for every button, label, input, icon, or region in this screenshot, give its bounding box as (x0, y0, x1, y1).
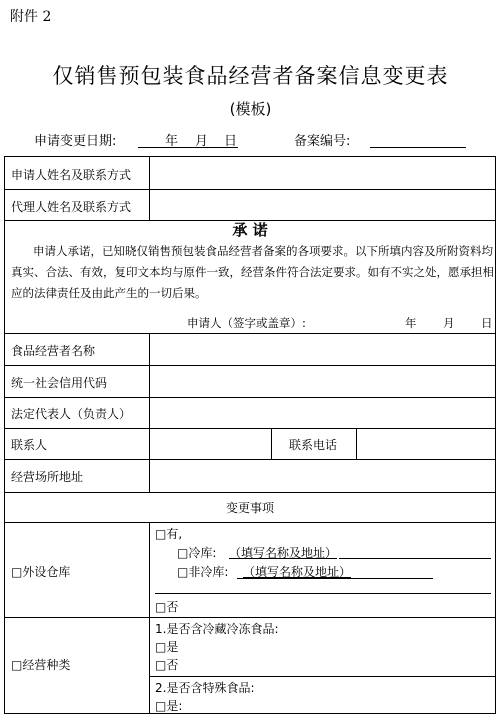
legal-rep-field[interactable] (151, 399, 495, 427)
legal-rep-label: 法定代表人（负责人） (11, 407, 132, 421)
annex-label: 附件 2 (10, 9, 52, 25)
address-label: 经营场所地址 (11, 470, 84, 484)
cold-food-question: 1.是否含冷藏冷冻食品: (155, 622, 279, 636)
record-no-label: 备案编号: (294, 134, 351, 149)
signature-month: 月 (443, 316, 455, 330)
phone-field[interactable] (358, 430, 495, 458)
change-date-line[interactable] (138, 147, 238, 148)
operator-name-label: 食品经营者名称 (11, 344, 96, 358)
promise-heading: 承 诺 (232, 221, 268, 239)
signature-day: 日 (481, 316, 493, 330)
record-no-line[interactable] (370, 147, 466, 148)
category-checkbox[interactable]: □经营种类 (11, 658, 71, 672)
change-date-year: 年 (165, 134, 179, 149)
contact-field[interactable] (151, 430, 270, 458)
change-form-table (4, 156, 496, 714)
warehouse-yes-option[interactable]: □有, (155, 527, 183, 541)
applicant-field[interactable] (151, 159, 495, 188)
phone-label: 联系电话 (289, 438, 338, 452)
noncold-storage-fill[interactable]: （填写名称及地址） (243, 565, 352, 579)
change-date-day: 日 (224, 134, 238, 149)
change-date-month: 月 (195, 134, 209, 149)
promise-text: 申请人承诺，已知晓仅销售预包装食品经营者备案的各项要求。以下所填内容及所附资料均真实、合法、有效，复印文本均与原件一致，经营条件符合法定要求。如有不实之处，愿承担相应的法律责任及由此产生的一切后果。 (11, 244, 494, 300)
cold-storage-option[interactable]: □冷库: (177, 546, 217, 560)
contact-label: 联系人 (11, 438, 48, 452)
signature-label: 申请人（签字或盖章）: (187, 316, 306, 330)
document-subtitle: (模板) (229, 100, 272, 118)
credit-code-label: 统一社会信用代码 (11, 376, 108, 390)
cold-food-yes-option[interactable]: □是 (155, 640, 179, 654)
warehouse-extra-line (155, 593, 491, 594)
operator-name-field[interactable] (151, 335, 495, 364)
warehouse-checkbox[interactable]: □外设仓库 (11, 565, 71, 579)
address-field[interactable] (151, 461, 495, 491)
special-food-yes-option[interactable]: □是: (155, 699, 183, 713)
signature-year: 年 (405, 316, 417, 330)
noncold-storage-option[interactable]: □非冷库: (177, 565, 229, 579)
cold-storage-fill[interactable]: （填写名称及地址） (229, 546, 338, 560)
cold-food-no-option[interactable]: □否 (155, 658, 179, 672)
agent-label: 代理人姓名及联系方式 (11, 200, 132, 214)
document-title: 仅销售预包装食品经营者备案信息变更表 (52, 64, 449, 88)
change-items-heading: 变更事项 (225, 501, 274, 515)
applicant-label: 申请人姓名及联系方式 (11, 168, 132, 182)
credit-code-field[interactable] (151, 367, 495, 396)
special-food-question: 2.是否含特殊食品: (155, 681, 255, 695)
change-date-label: 申请变更日期: (34, 134, 117, 149)
cold-storage-line (339, 558, 491, 559)
agent-field[interactable] (151, 191, 495, 219)
warehouse-no-option[interactable]: □否 (155, 600, 179, 614)
